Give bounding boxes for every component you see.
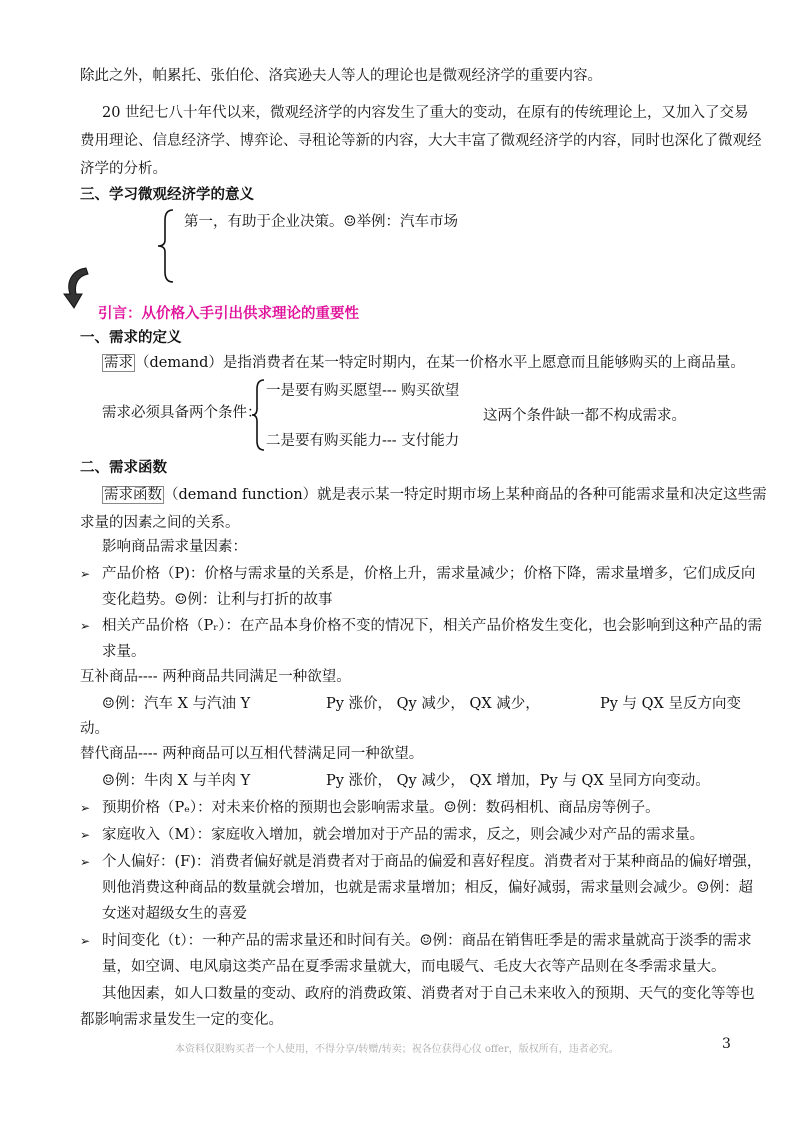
left-brace-icon [250, 378, 266, 452]
other-factors-line2: 都影响需求量发生一定的变化。 [80, 1012, 283, 1028]
factor-expected-price: 预期价格（Pₑ）：对未来价格的预期也会影响需求量。☺例：数码相机、商品房等例子。 [102, 800, 660, 816]
bullet-arrow-icon: ➢ [80, 567, 91, 581]
complementary-example-c: Py 与 QX 呈反方向变 [600, 696, 741, 712]
complementary-goods: 互补商品---- 两种商品共同满足一种欲望。 [80, 669, 351, 685]
paragraph-other-theories: 除此之外，帕累托、张伯伦、洛宾逊夫人等人的理论也是微观经济学的重要内容。 [80, 68, 602, 84]
condition-2: 二是要有购买能力--- 支付能力 [266, 433, 460, 449]
footer-notice: 本资料仅限购买者一个人使用，不得分享/转赠/转卖；祝各位获得心仪 offer，版权所有，违者必究。 [175, 1044, 619, 1055]
paragraph-modern-line3: 济学的分析。 [80, 161, 167, 177]
intro-heading: 引言：从价格入手引出供求理论的重要性 [98, 305, 359, 322]
factor-time-line1: 时间变化（t）：一种产品的需求量还和时间有关。☺例：商品在销售旺季是的需求量就高于淡季的需求 [102, 933, 752, 949]
demand-definition [102, 353, 745, 373]
factor-preference-line1: 个人偏好：(F)：消费者偏好就是消费者对于商品的偏爱和喜好程度。消费者对于某种商品的偏好增强， [102, 854, 762, 870]
factor-preference-line3: 女迷对超级女生的喜爱 [102, 906, 247, 922]
factor-preference-line2: 则他消费这种商品的数量就会增加，也就是需求量增加；相反，偏好减弱，需求量则会减少。☺例：超 [102, 880, 753, 896]
bullet-arrow-icon: ➢ [80, 828, 91, 842]
page-number: 3 [722, 1036, 731, 1052]
condition-1: 一是要有购买愿望--- 购买欲望 [266, 383, 460, 399]
left-brace-icon [156, 208, 176, 284]
substitute-example-a: ☺例：牛肉 X 与羊肉 Y [102, 773, 251, 789]
conditions-note: 这两个条件缺一都不构成需求。 [483, 408, 686, 424]
complementary-example-b: Py 涨价， Qy 减少， QX 减少， [326, 696, 540, 712]
other-factors-line1: 其他因素，如人口数量的变动、政府的消费政策、消费者对于自己未来收入的预期、天气的变化等等也 [102, 986, 755, 1002]
complementary-example-a: ☺例：汽车 X 与汽油 Y [102, 696, 251, 712]
term-demand-function: 需求函数 [104, 487, 162, 503]
conditions-label: 需求必须具备两个条件： [102, 405, 262, 421]
paragraph-modern-line2: 费用理论、信息经济学、博弈论、寻租论等新的内容，大大丰富了微观经济学的内容，同时也深化了微观经 [80, 133, 762, 149]
factor-related-line2: 求量。 [102, 644, 146, 660]
factor-related-line1: 相关产品价格（Pᵣ）：在产品本身价格不变的情况下，相关产品价格发生变化，也会影响到这种产品的需 [102, 618, 763, 634]
substitute-example-b: Py 涨价， Qy 减少， QX 增加，Py 与 QX 呈同方向变动。 [326, 773, 710, 789]
bullet-arrow-icon: ➢ [80, 934, 91, 948]
demand-function-text: （demand function）就是表示某一特定时期市场上某种商品的各种可能需求量和决定这些需 [164, 487, 767, 503]
complementary-example-d: 动。 [80, 721, 109, 737]
demand-function-line2: 求量的因素之间的关系。 [80, 515, 240, 531]
section-heading-demand-function: 二、需求函数 [80, 459, 167, 476]
meaning-point-1: 第一，有助于企业决策。☺举例：汽车市场 [184, 214, 458, 230]
factor-income: 家庭收入（M）：家庭收入增加，就会增加对于产品的需求，反之，则会减少对产品的需求量。 [102, 827, 705, 843]
substitute-goods: 替代商品---- 两种商品可以互相代替满足同一种欲望。 [80, 746, 424, 762]
section-heading-meaning: 三、学习微观经济学的意义 [80, 186, 254, 203]
paragraph-modern-line1: 20 世纪七八十年代以来，微观经济学的内容发生了重大的变动，在原有的传统理论上，又加入了交易 [102, 105, 749, 121]
term-demand: 需求 [104, 355, 133, 371]
factor-price-line2: 变化趋势。☺例：让利与打折的故事 [102, 592, 333, 608]
factors-title: 影响商品需求量因素： [102, 539, 247, 555]
bullet-arrow-icon: ➢ [80, 619, 91, 633]
section-heading-demand-definition: 一、需求的定义 [80, 329, 182, 346]
bullet-arrow-icon: ➢ [80, 855, 91, 869]
factor-price-line1: 产品价格（P)：价格与需求量的关系是，价格上升，需求量减少；价格下降，需求量增多，它们成反向 [102, 566, 756, 582]
demand-definition-text: （demand）是指消费者在某一特定时期内，在某一价格水平上愿意而且能够购买的上商品量。 [135, 355, 745, 371]
factor-time-line2: 量，如空调、电风扇这类产品在夏季需求量就大，而电暖气、毛皮大衣等产品则在冬季需求量大。 [102, 959, 726, 975]
bullet-arrow-icon: ➢ [80, 801, 91, 815]
demand-function-line1 [102, 485, 767, 505]
curved-arrow-icon [62, 262, 96, 312]
